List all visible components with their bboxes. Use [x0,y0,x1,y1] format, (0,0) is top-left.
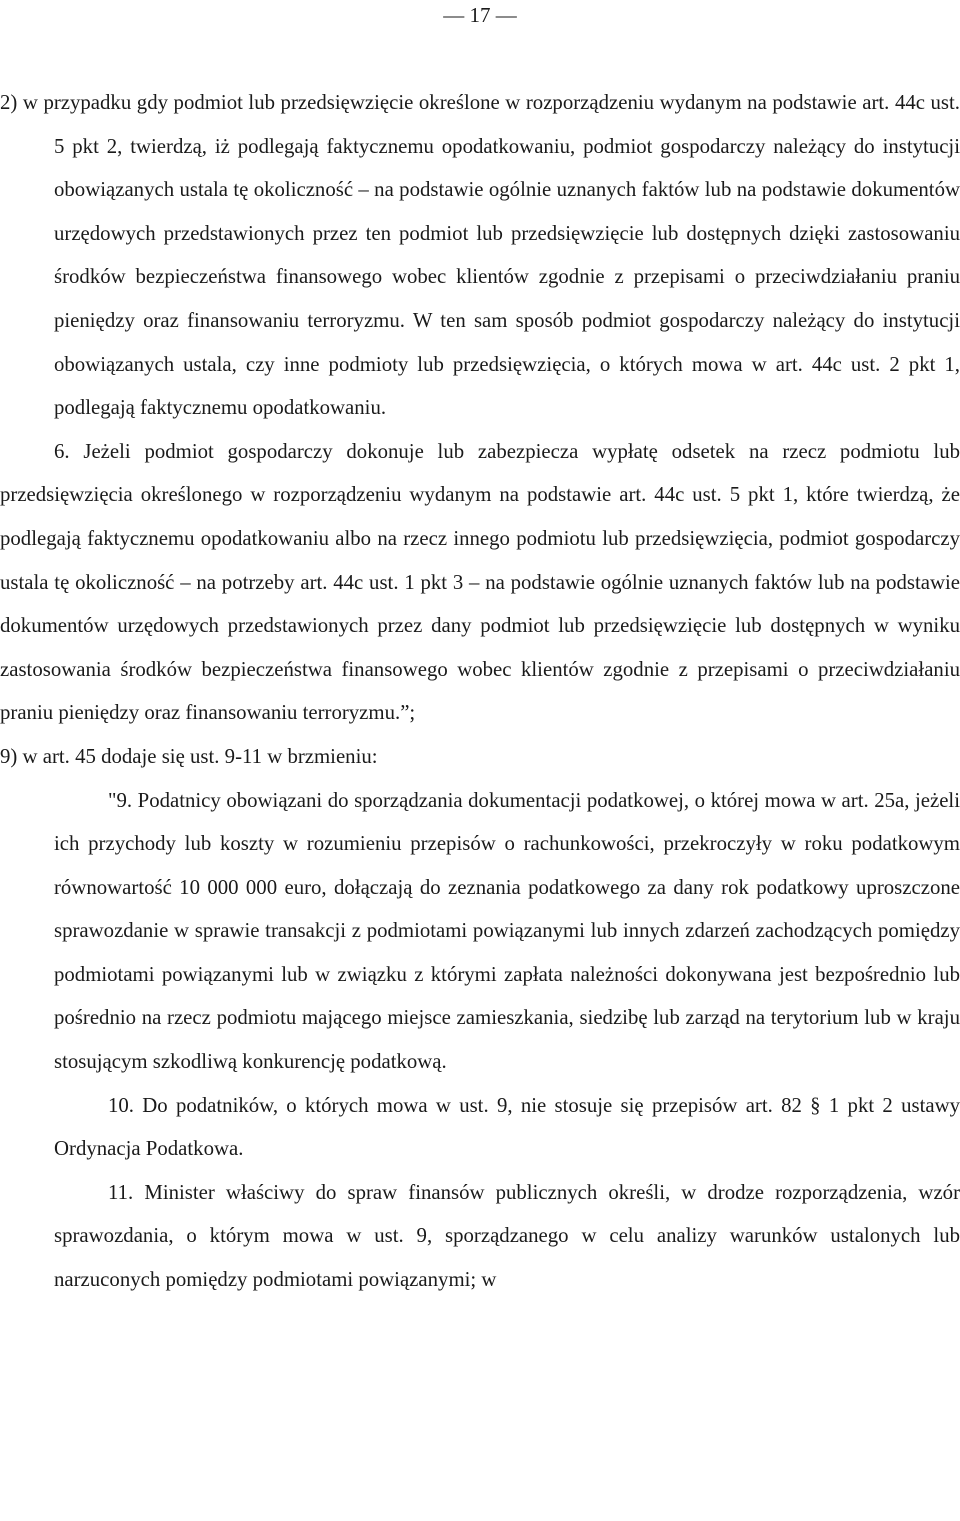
paragraph-point-9: 9) w art. 45 dodaje się ust. 9-11 w brzmieniu: [0,744,378,768]
paragraph-section-11: 11. Minister właściwy do spraw finansów publicznych określi, w drodze rozporządzenia, wzór sprawozdania, o którym mowa w ust. 9, sporządzanego w celu analizy warunków ustalonych lub narzuconych pomiędzy podmiotami powiązanymi; w [54,1180,960,1292]
paragraph-section-6: 6. Jeżeli podmiot gospodarczy dokonuje lub zabezpiecza wypłatę odsetek na rzecz podmiotu lub przedsięwzięcia określonego w rozporządzeniu wydanym na podstawie art. 44c ust. 5 pkt 1, które twierdzą, że podlegają faktycznemu opodatkowaniu albo na rzecz innego podmiotu lub przedsięwzięcia, podmiot gospodarczy ustala tę okoliczność – na potrzeby art. 44c ust. 1 pkt 3 – na podstawie ogólnie uznanych faktów lub na podstawie dokumentów urzędowych przedstawionych przez dany podmiot lub przedsięwzięcie lub dostępnych w wyniku zastosowania środków bezpieczeństwa finansowego wobec klientów zgodnie z przepisami o przeciwdziałaniu praniu pieniędzy oraz finansowaniu terroryzmu.”; [0,439,960,725]
paragraph-point-2: 2) w przypadku gdy podmiot lub przedsięwzięcie określone w rozporządzeniu wydanym na podstawie art. 44c ust. 5 pkt 2, twierdzą, iż podlegają faktycznemu opodatkowaniu, podmiot gospodarczy należący do instytucji obowiązanych ustala tę okoliczność – na podstawie ogólnie uznanych faktów lub na podstawie dokumentów urzędowych przedstawionych przez ten podmiot lub przedsięwzięcie lub dostępnych dzięki zastosowaniu środków bezpieczeństwa finansowego wobec klientów zgodnie z przepisami o przeciwdziałaniu praniu pieniędzy oraz finansowaniu terroryzmu. W ten sam sposób podmiot gospodarczy należący do instytucji obowiązanych ustala, czy inne podmioty lub przedsięwzięcia, o których mowa w art. 44c ust. 2 pkt 1, podlegają faktycznemu opodatkowaniu. [0,91,960,420]
page-number: — 17 — [443,3,517,27]
document-body [0,81,960,1302]
paragraph-section-10: 10. Do podatników, o których mowa w ust. 9, nie stosuje się przepisów art. 82 § 1 pkt 2 ustawy Ordynacja Podatkowa. [54,1093,960,1161]
paragraph-section-9-quote: "9. Podatnicy obowiązani do sporządzania dokumentacji podatkowej, o której mowa w art. 25a, jeżeli ich przychody lub koszty w rozumieniu przepisów o rachunkowości, przekroczyły w roku podatkowym równowartość 10 000 000 euro, dołączają do zeznania podatkowego za dany rok podatkowy uproszczone sprawozdanie w sprawie transakcji z podmiotami powiązanymi lub innych zdarzeń zachodzących pomiędzy podmiotami powiązanymi lub w związku z którymi zapłata należności dokonywana jest bezpośrednio lub pośrednio na rzecz podmiotu mającego miejsce zamieszkania, siedzibę lub zarząd na terytorium lub w kraju stosującym szkodliwą konkurencję podatkową. [54,788,960,1074]
